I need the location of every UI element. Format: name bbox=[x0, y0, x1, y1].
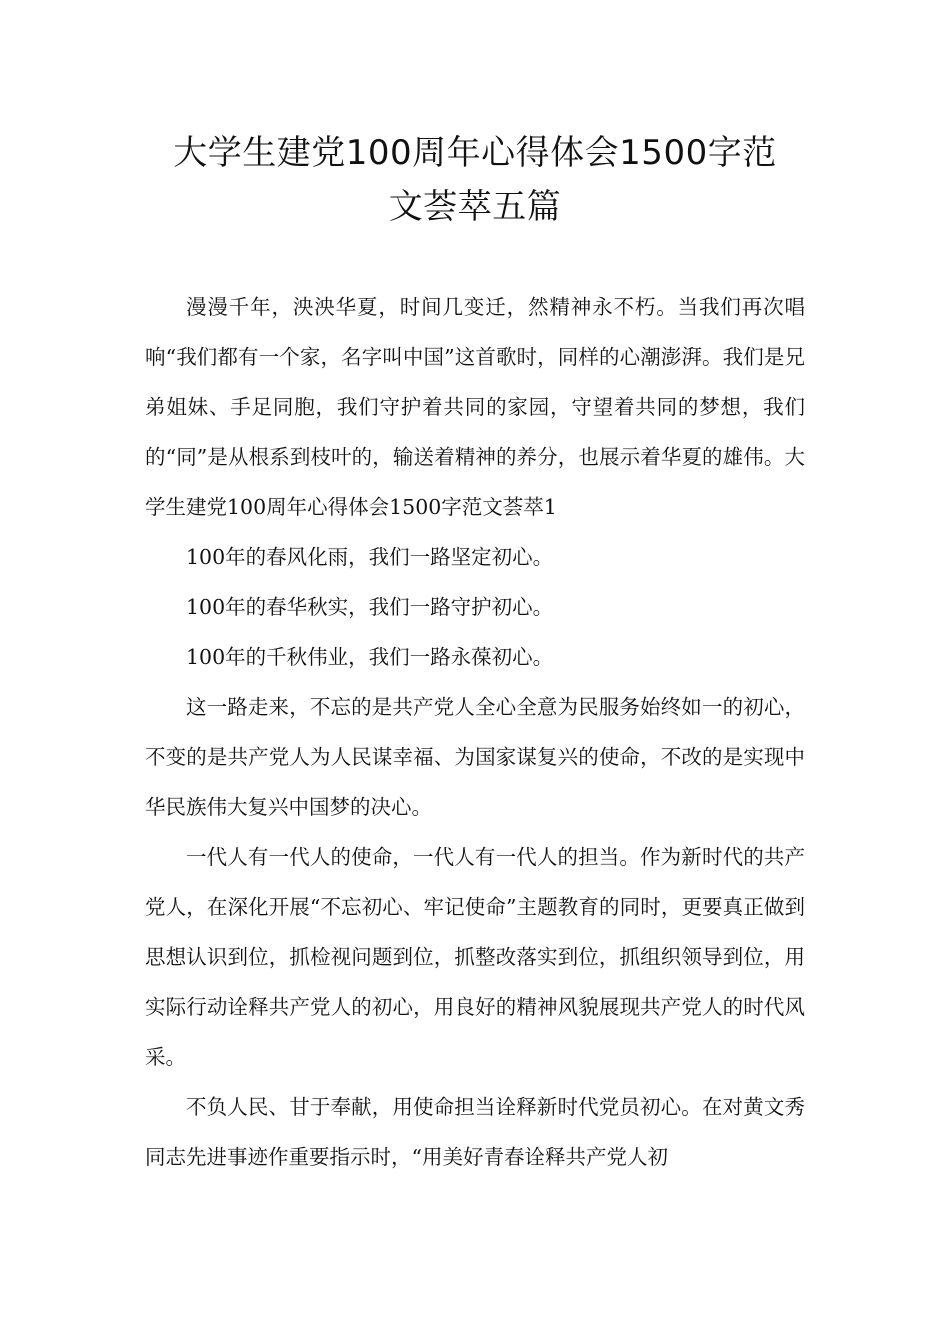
title-line-2: 文荟萃五篇 bbox=[388, 187, 562, 227]
paragraph-dedication: 不负人民、甘于奉献，用使命担当诠释新时代党员初心。在对黄文秀同志先进事迹作重要指示时，“用美好青春诠释共产党人初 bbox=[145, 1095, 805, 1169]
paragraph-along-the-way: 这一路走来，不忘的是共产党人全心全意为民服务始终如一的初心，不变的是共产党人为人民谋幸福、为国家谋复兴的使命，不改的是实现中华民族伟大复兴中国梦的决心。 bbox=[145, 695, 805, 819]
paragraph-spring-autumn: 100年的春华秋实，我们一路守护初心。 bbox=[186, 595, 554, 619]
document-title bbox=[120, 126, 830, 234]
title-line-1: 大学生建党100周年心得体会1500字范 bbox=[173, 133, 777, 173]
document-body bbox=[145, 282, 805, 1182]
paragraph-spring-rain: 100年的春风化雨，我们一路坚定初心。 bbox=[186, 545, 554, 569]
paragraph-mission: 一代人有一代人的使命，一代人有一代人的担当。作为新时代的共产党人，在深化开展“不忘初心、牢记使命”主题教育的同时，更要真正做到思想认识到位，抓检视问题到位，抓整改落实到位，抓组织领导到位，用实际行动诠释共产党人的初心，用良好的精神风貌展现共产党人的时代风采。 bbox=[145, 845, 805, 1069]
paragraph-intro: 漫漫千年，泱泱华夏，时间几变迁，然精神永不朽。当我们再次唱响“我们都有一个家，名字叫中国”这首歌时，同样的心潮澎湃。我们是兄弟姐妹、手足同胞，我们守护着共同的家园，守望着共同的梦想，我们的“同”是从根系到枝叶的，输送着精神的养分，也展示着华夏的雄伟。大学生建党100周年心得体会1500字范文荟萃1 bbox=[145, 295, 805, 519]
paragraph-great-cause: 100年的千秋伟业，我们一路永葆初心。 bbox=[186, 645, 554, 669]
